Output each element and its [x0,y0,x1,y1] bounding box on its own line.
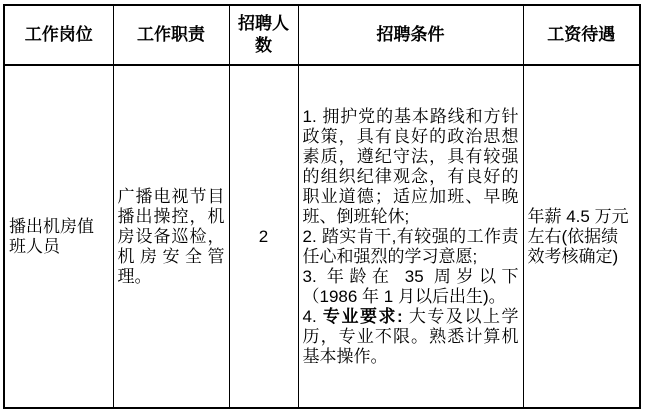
condition-item-4 [303,307,519,367]
header-job-duties: 工作职责 [113,5,229,65]
cell-conditions [298,65,523,408]
condition-item-4-number: 4. [302,306,323,326]
table-row [4,65,640,408]
header-salary: 工资待遇 [523,5,640,65]
condition-item-4-text: 大专及以上学历，专业不限。熟悉计算机基本操作。 [302,306,519,366]
recruitment-table [3,4,641,409]
cell-job-position: 播出机房值班人员 [4,65,113,408]
header-job-position: 工作岗位 [4,5,113,65]
condition-item-2: 2. 踏实肯干,有较强的工作责任心和强烈的学习意愿; [302,226,519,266]
header-row [4,5,640,65]
header-headcount: 招聘人数 [229,5,298,65]
cell-headcount: 2 [229,65,298,408]
header-conditions: 招聘条件 [298,5,523,65]
cell-salary: 年薪 4.5 万元左右(依据绩效考核确定) [523,65,640,408]
condition-item-4-bold-label: 专业要求: [322,306,403,326]
cell-job-duties: 广播电视节目播出操控，机房设备巡检，机房安全管理。 [113,65,229,408]
condition-item-3: 3. 年龄在 35 周岁以下（1986 年 1 月以后出生)。 [302,266,519,306]
condition-item-1: 1. 拥护党的基本路线和方针政策，具有良好的政治思想素质，遵纪守法，具有较强的组织纪律观念，有良好的职业道德；适应加班、早晚班、倒班轮休; [302,106,519,226]
